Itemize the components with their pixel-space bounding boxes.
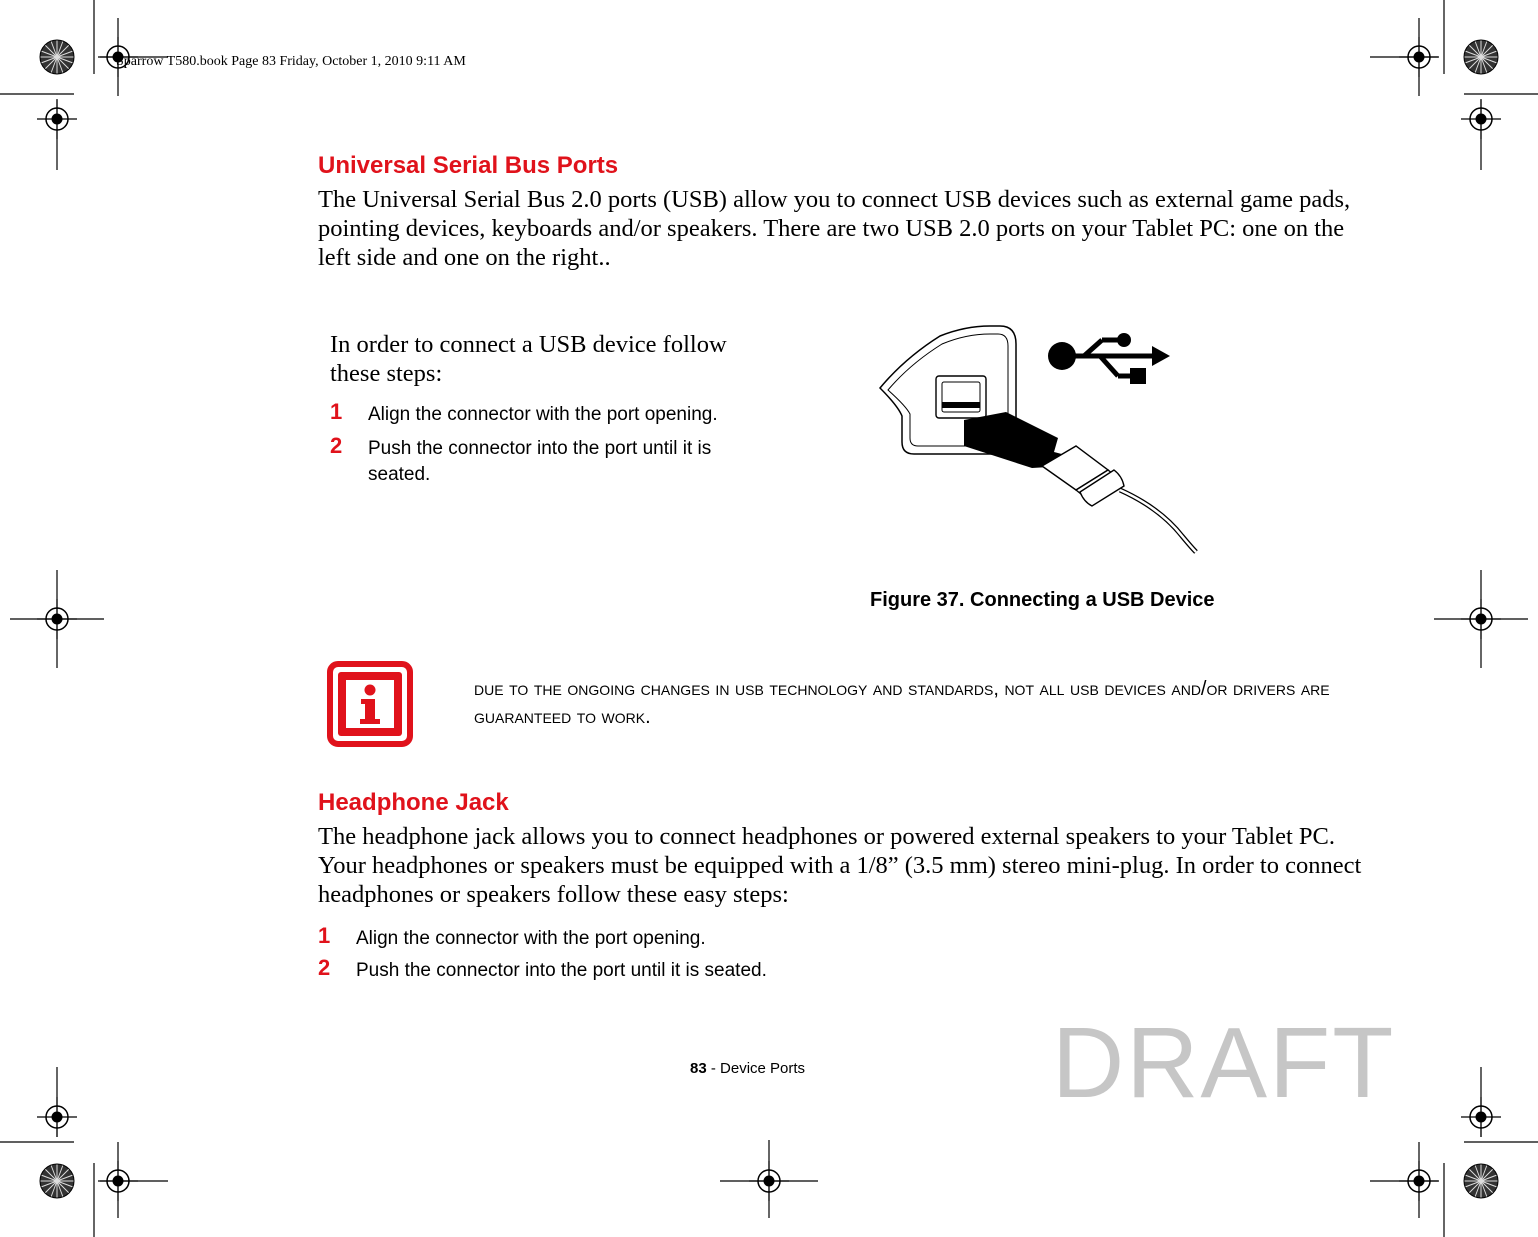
step-number: 1: [330, 399, 343, 424]
usb-connection-illustration: [870, 318, 1210, 558]
headphone-intro-paragraph: The headphone jack allows you to connect headphones or powered external speakers to your Tablet PC. Your headphones or speakers must be equipped with a 1/8” (3.5 mm) stereo mini-plug. In order to connect headphones or speakers follow these easy steps:: [318, 823, 1362, 908]
draft-watermark: DRAFT: [1052, 1007, 1396, 1119]
usb-section-heading: Universal Serial Bus Ports: [318, 152, 619, 179]
step-number: 1: [318, 923, 331, 948]
usb-steps-intro: In order to connect a USB device follow these steps:: [330, 331, 727, 387]
step-text: Push the connector into the port until it is seated.: [356, 960, 767, 981]
page-footer: [690, 1060, 805, 1077]
figure-caption: Figure 37. Connecting a USB Device: [870, 589, 1215, 611]
step-number: 2: [318, 955, 331, 980]
book-header: Sparrow T580.book Page 83 Friday, October 1, 2010 9:11 AM: [116, 54, 466, 69]
step-text: Align the connector with the port opening.: [356, 928, 706, 949]
footer-section-title: - Device Ports: [706, 1060, 806, 1077]
step-text: Align the connector with the port opening.: [368, 404, 718, 425]
headphone-step-2: [318, 955, 1018, 988]
usb-compatibility-note: due to the ongoing changes in usb technology and standards, not all usb devices and/or drivers are guaranteed to work.: [474, 678, 1330, 728]
info-icon: [327, 661, 413, 747]
headphone-section-heading: Headphone Jack: [318, 789, 509, 816]
step-text: Push the connector into the port until it is seated.: [368, 438, 712, 485]
step-number: 2: [330, 433, 343, 458]
usb-step-2: [330, 433, 770, 492]
usb-symbol-icon: [1048, 333, 1170, 384]
page-number: 83: [690, 1060, 707, 1077]
usb-step-1: [330, 399, 770, 432]
usb-intro-paragraph: The Universal Serial Bus 2.0 ports (USB) allow you to connect USB devices such as external game pads, pointing devices, keyboards and/or speakers. There are two USB 2.0 ports on your Tablet PC: one on the left side and one on the right..: [318, 186, 1351, 271]
headphone-step-1: [318, 923, 1018, 956]
